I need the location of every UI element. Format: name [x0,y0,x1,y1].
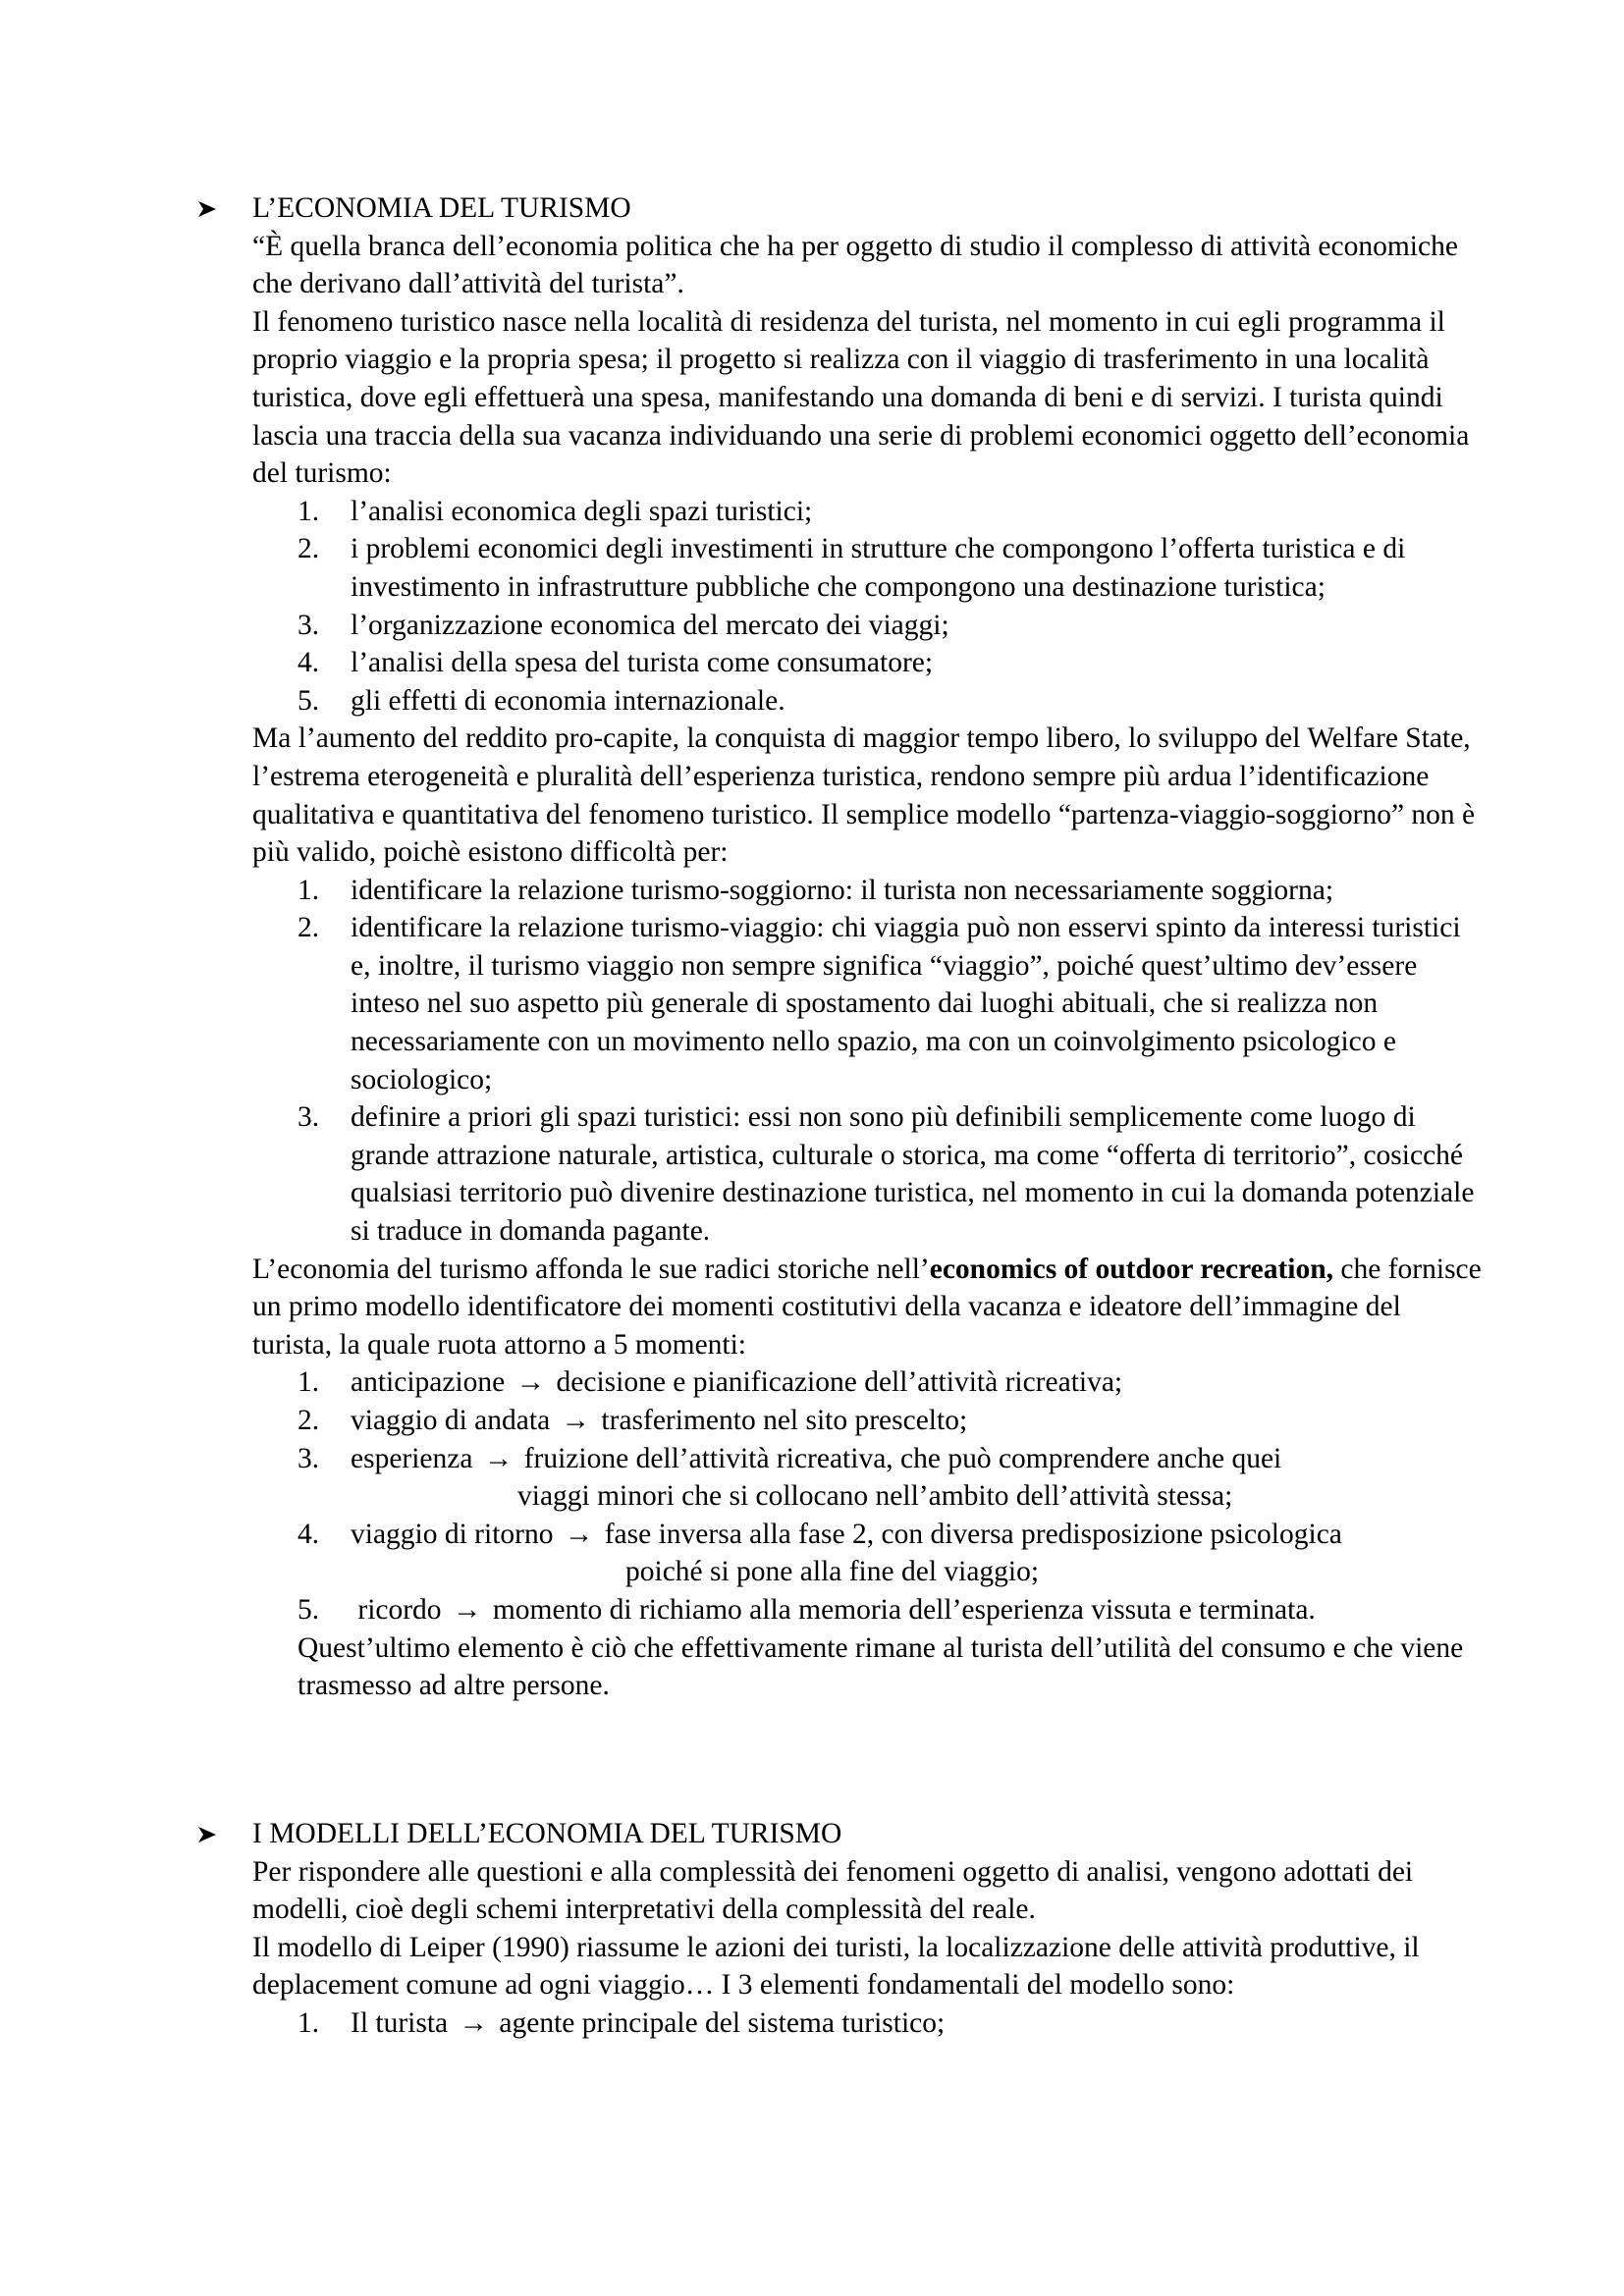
list-item: 3. definire a priori gli spazi turistici: essi non sono più definibili semplicemente come luogo di grande attrazione naturale, artistica, culturale o storica, ma come “offerta di territorio”, cosicché qualsiasi territorio può divenire destinazione turistica, nel momento in cui la domanda potenziale si traduce in domanda pagante. [298,1101,1475,1248]
models-paragraph: Per rispondere alle questioni e alla complessità dei fenomeni oggetto di analisi, vengono adottati dei modelli, cioè degli schemi interpretativi della complessità del reale. [252,1855,1414,1926]
right-arrow-icon: → [561,1405,591,1436]
list-item: 1. Il turista → agente principale del sistema turistico; [298,2006,946,2039]
vacation-moments-list [196,1363,1483,1629]
list-item: 3. l’organizzazione economica del mercato dei viaggi; [298,609,949,641]
leiper-elements-list [196,2004,1483,2043]
difficulties-list [196,872,1483,1251]
list-item: 1. l’analisi economica degli spazi turistici; [298,495,813,527]
right-arrow-icon: → [483,1442,514,1474]
section-title: L’ECONOMIA DEL TURISMO [252,192,631,224]
list-item: 2. i problemi economici degli investimenti in strutture che compongono l’offerta turistica e di investimento in infrastrutture pubbliche che compongono una destinazione turistica; [298,533,1406,603]
definition-quote: “È quella branca dell’economia politica che ha per oggetto di studio il complesso di attività economiche che derivano dall’attività del turista”. [252,230,1458,300]
section-title: I MODELLI DELL’ECONOMIA DEL TURISMO [252,1818,842,1849]
list-item: 1. identificare la relazione turismo-soggiorno: il turista non necessariamente soggiorna; [298,874,1334,906]
list-item: 5. gli effetti di economia internazionale. [298,684,785,717]
list-item: 3. esperienza → fruizione dell’attività ricreativa, che può comprendere anche quei viaggi minori che si collocano nell’ambito dell’attività stessa; [298,1442,1282,1513]
list-item: 2. identificare la relazione turismo-viaggio: chi viaggia può non esservi spinto da interessi turistici e, inoltre, il turismo viaggio non sempre significa “viaggio”, poiché quest’ultimo dev’essere inteso nel suo aspetto più generale di spostamento dai luoghi abituali, che si realizza non necessariamente con un movimento nello spazio, ma con un coinvolgimento psicologico e sociologico; [298,912,1461,1095]
arrowhead-bullet-icon [196,1815,220,1852]
right-arrow-icon: → [564,1518,594,1550]
right-arrow-icon: → [452,1593,482,1626]
arrowhead-bullet-icon [196,189,220,227]
leiper-paragraph: Il modello di Leiper (1990) riassume le azioni dei turisti, la localizzazione delle attività produttive, il deplacement comune ad ogni viaggio… I 3 elementi fondamentali del modello sono: [252,1931,1420,2002]
section-modelli-economia [196,1815,1483,2043]
bold-term: economics of outdoor recreation, [929,1253,1334,1285]
section-economia-turismo [196,189,1483,1705]
list-item: 4. l’analisi della spesa del turista come consumatore; [298,647,934,679]
economic-problems-list [196,493,1483,721]
list-item: 1. anticipazione → decisione e pianificazione dell’attività ricreativa; [298,1366,1123,1399]
section-heading [196,1815,1483,1853]
intro-paragraph: Il fenomeno turistico nasce nella località di residenza del turista, nel momento in cui egli programma il proprio viaggio e la propria spesa; il progetto si realizza con il viaggio di trasferimento in una località turistica, dove egli effettuerà una spesa, manifestando una domanda di beni e di servizi. I turista quindi lascia una traccia della sua vacanza individuando una serie di problemi economici oggetto dell’economia del turismo: [252,305,1470,490]
outdoor-recreation-paragraph: L’economia del turismo affonda le sue radici storiche nell’economics of outdoor recreation, che fornisce un primo modello identificatore dei momenti costitutivi della vacanza e ideatore dell’immagine del turista, la quale ruota attorno a 5 momenti: [252,1253,1482,1361]
closing-paragraph: Quest’ultimo elemento è ciò che effettivamente rimane al turista dell’utilità del consumo e che viene trasmesso ad altre persone. [298,1631,1464,1702]
right-arrow-icon: → [515,1366,546,1399]
list-item: 4. viaggio di ritorno → fase inversa alla fase 2, con diversa predisposizione psicologica poiché si pone alla fine del viaggio; [298,1518,1342,1588]
difficulties-paragraph: Ma l’aumento del reddito pro-capite, la conquista di maggior tempo libero, lo sviluppo del Welfare State, l’estrema eterogeneità e pluralità dell’esperienza turistica, rendono sempre più ardua l’identificazione qualitativa e quantitativa del fenomeno turistico. Il semplice modello “partenza-viaggio-soggiorno” non è più valido, poichè esistono difficoltà per: [252,722,1476,869]
section-heading [196,189,1483,228]
right-arrow-icon: → [459,2006,489,2039]
list-item: 2. viaggio di andata → trasferimento nel sito prescelto; [298,1405,968,1436]
list-item: 5. ricordo → momento di richiamo alla memoria dell’esperienza vissuta e terminata. [298,1593,1316,1626]
